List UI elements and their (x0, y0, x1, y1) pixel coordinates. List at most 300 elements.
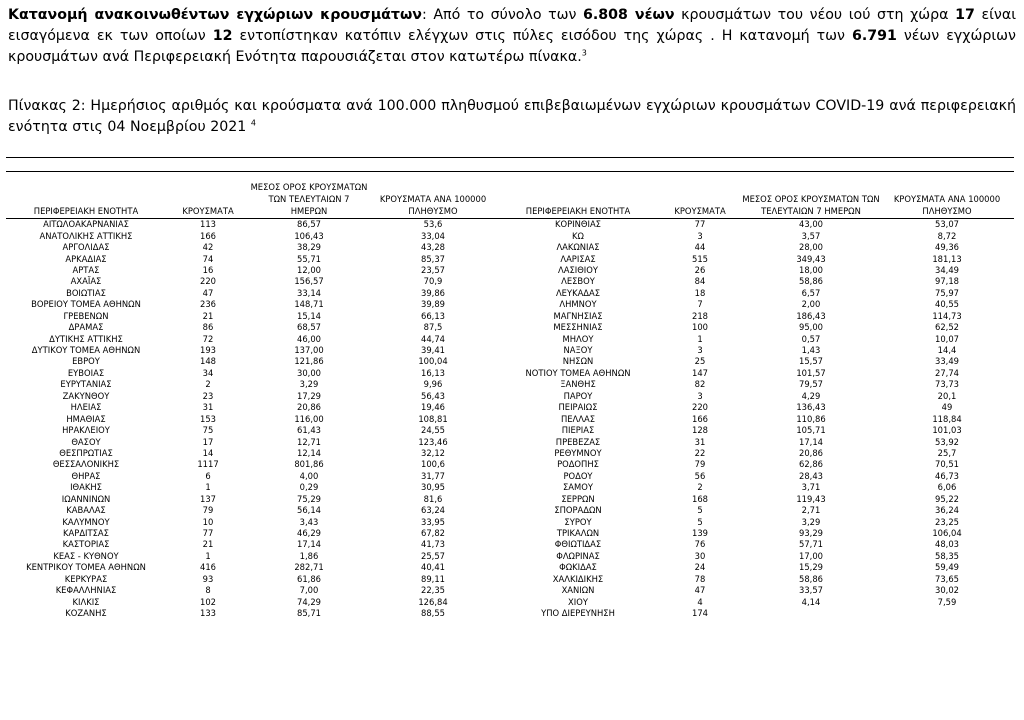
cell-per100k: 48,03 (935, 539, 959, 550)
table-row (6, 551, 1014, 562)
cell-avg7: 20,86 (297, 402, 321, 413)
cell-per100k: 24,55 (421, 425, 445, 436)
cell-cases: 148 (200, 356, 216, 367)
cell-per100k: 16,13 (421, 367, 445, 378)
cell-per100k: 100,6 (421, 459, 445, 470)
table-row (6, 299, 1014, 310)
table-row (6, 482, 1014, 493)
cell-cases: 1117 (197, 459, 219, 470)
cell-avg7: 61,43 (297, 425, 321, 436)
cell-cases: 93 (202, 573, 214, 584)
cell-cases: 47 (694, 585, 706, 596)
cell-cases: 6 (205, 470, 211, 481)
cell-avg7: 7,00 (299, 585, 319, 596)
cell-cases: 4 (697, 596, 703, 607)
cell-avg7: 30,00 (297, 367, 321, 378)
cell-region: ΛΑΡΙΣΑΣ (560, 253, 596, 264)
cell-region: ΑΧΑΪΑΣ (70, 276, 102, 287)
cell-per100k: 59,49 (935, 562, 959, 573)
cell-cases: 515 (692, 253, 708, 264)
cell-avg7: 3,29 (801, 516, 821, 527)
cell-avg7: 61,86 (297, 573, 321, 584)
cell-cases: 26 (694, 264, 706, 275)
table-row (6, 276, 1014, 287)
cell-per100k: 62,52 (935, 322, 959, 333)
cell-region: ΦΛΩΡΙΝΑΣ (556, 550, 600, 561)
table-row (6, 516, 1014, 527)
cell-avg7: 148,71 (294, 299, 324, 310)
cell-avg7: 74,29 (297, 596, 321, 607)
cell-avg7: 20,86 (799, 447, 823, 458)
cell-per100k: 100,04 (418, 356, 448, 367)
cell-region: ΘΕΣΠΡΩΤΙΑΣ (59, 447, 113, 458)
cell-per100k: 89,11 (421, 573, 445, 584)
cell-cases: 22 (694, 447, 706, 458)
cell-avg7: 119,43 (796, 493, 826, 504)
cell-region: ΦΩΚΙΔΑΣ (559, 562, 597, 573)
cell-avg7: 12,14 (297, 447, 321, 458)
cell-cases: 102 (200, 596, 216, 607)
cell-region: ΘΕΣΣΑΛΟΝΙΚΗΣ (52, 459, 120, 470)
cell-region: ΡΟΔΟΠΗΣ (557, 459, 599, 470)
cell-per100k: 70,51 (935, 459, 959, 470)
cell-avg7: 1,86 (299, 550, 319, 561)
cell-region: ΚΑΛΥΜΝΟΥ (62, 516, 110, 527)
cell-cases: 82 (694, 379, 706, 390)
cell-cases: 8 (205, 585, 211, 596)
cell-avg7: 136,43 (796, 402, 826, 413)
cell-avg7: 43,00 (799, 219, 823, 230)
cell-per100k: 41,73 (421, 539, 445, 550)
header-cases: ΚΡΟΥΣΜΑΤΑ (166, 174, 250, 219)
cell-cases: 3 (697, 390, 703, 401)
cell-avg7: 33,57 (799, 585, 823, 596)
cell-per100k: 53,92 (935, 436, 959, 447)
cell-region: ΥΠΟ ΔΙΕΡΕΥΝΗΣΗ (541, 608, 615, 619)
cell-region: ΖΑΚΥΝΘΟΥ (62, 390, 110, 401)
cell-avg7: 17,00 (799, 550, 823, 561)
cell-region: ΚΑΒΑΛΑΣ (66, 505, 106, 516)
cell-avg7: 85,71 (297, 608, 321, 619)
cell-region: ΘΑΣΟΥ (71, 436, 101, 447)
cell-avg7: 110,86 (796, 413, 826, 424)
cell-cases: 100 (692, 322, 708, 333)
cell-avg7: 93,29 (799, 528, 823, 539)
cell-cases: 193 (200, 345, 216, 356)
cell-cases: 72 (202, 333, 214, 344)
cell-avg7: 106,43 (294, 230, 324, 241)
cell-region: ΣΕΡΡΩΝ (561, 493, 595, 504)
table-row (6, 311, 1014, 322)
cell-per100k: 20,1 (937, 390, 957, 401)
cell-avg7: 46,00 (297, 333, 321, 344)
cell-region: ΗΜΑΘΙΑΣ (66, 413, 106, 424)
cell-per100k: 10,07 (935, 333, 959, 344)
cell-cases: 128 (692, 425, 708, 436)
cell-region: ΛΑΣΙΘΙΟΥ (558, 264, 598, 275)
cell-cases: 2 (697, 482, 703, 493)
cell-avg7: 3,57 (801, 230, 821, 241)
cell-avg7: 12,71 (297, 436, 321, 447)
cell-region: ΛΕΣΒΟΥ (561, 276, 595, 287)
cell-per100k: 85,37 (421, 253, 445, 264)
cell-avg7: 18,00 (799, 264, 823, 275)
cell-region: ΚΕΡΚΥΡΑΣ (64, 573, 108, 584)
cell-cases: 416 (200, 562, 216, 573)
table-row (6, 345, 1014, 356)
cell-avg7: 105,71 (796, 425, 826, 436)
cell-per100k: 36,24 (935, 505, 959, 516)
cell-cases: 147 (692, 367, 708, 378)
cell-per100k (880, 608, 1014, 619)
cell-cases: 44 (694, 242, 706, 253)
cell-region: ΣΥΡΟΥ (564, 516, 592, 527)
cell-region: ΜΕΣΣΗΝΙΑΣ (553, 322, 603, 333)
table-row (6, 333, 1014, 344)
cell-region: ΒΟΡΕΙΟΥ ΤΟΜΕΑ ΑΘΗΝΩΝ (31, 299, 141, 310)
intro-local-count: 6.791 (851, 28, 897, 44)
cell-cases: 139 (692, 528, 708, 539)
cell-per100k: 39,86 (421, 287, 445, 298)
cell-region: ΝΗΣΩΝ (562, 356, 594, 367)
header-region: ΠΕΡΙΦΕΡΕΙΑΚΗ ΕΝΟΤΗΤΑ (498, 174, 658, 219)
cell-region: ΞΑΝΘΗΣ (560, 379, 596, 390)
cell-region: ΡΕΘΥΜΝΟΥ (554, 447, 602, 458)
table-row (6, 322, 1014, 333)
cell-region: ΚΟΖΑΝΗΣ (65, 608, 107, 619)
cell-per100k: 73,65 (935, 573, 959, 584)
intro-text-5: νέων εγχώριων κρουσμάτων ανά Περιφερειακή Ενότητα παρουσιάζεται στον κατωτέρω πίνακα. (8, 28, 1016, 65)
cell-avg7: 186,43 (796, 310, 826, 321)
cell-region: ΚΕΦΑΛΛΗΝΙΑΣ (55, 585, 117, 596)
cell-region: ΚΕΑΣ - ΚΥΘΝΟΥ (53, 550, 119, 561)
cell-per100k: 49 (941, 402, 953, 413)
table-row (6, 391, 1014, 402)
table-row (6, 356, 1014, 367)
table-row (6, 448, 1014, 459)
intro-total-new: 6.808 νέων (583, 7, 675, 23)
cell-region: ΔΥΤΙΚΟΥ ΤΟΜΕΑ ΑΘΗΝΩΝ (31, 345, 141, 356)
cell-per100k: 33,49 (935, 356, 959, 367)
table-row (6, 596, 1014, 607)
table-row (6, 539, 1014, 550)
cell-cases: 75 (202, 425, 214, 436)
cell-avg7: 137,00 (294, 345, 324, 356)
cell-avg7: 68,57 (297, 322, 321, 333)
table-caption-text: Πίνακας 2: Ημερήσιος αριθμός και κρούσματα ανά 100.000 πληθυσμού επιβεβαιωμένων εγχώριων κρουσμάτων COVID-19 ανά περιφερειακή ενότητα στις 04 Νοεμβρίου 2021 (8, 98, 1016, 135)
cell-avg7: 28,00 (799, 242, 823, 253)
cell-avg7: 57,71 (799, 539, 823, 550)
cell-per100k: 66,13 (421, 310, 445, 321)
cell-avg7: 15,14 (297, 310, 321, 321)
cell-avg7: 33,14 (297, 287, 321, 298)
table-row (6, 368, 1014, 379)
intro-text-3: είναι εισαγόμενα εκ των οποίων (8, 7, 1017, 44)
cell-per100k: 30,02 (935, 585, 959, 596)
cell-per100k: 27,74 (935, 367, 959, 378)
table-row (6, 288, 1014, 299)
cell-per100k: 123,46 (418, 436, 448, 447)
cell-cases: 42 (202, 242, 214, 253)
cell-per100k: 25,7 (937, 447, 957, 458)
cell-cases: 30 (694, 550, 706, 561)
cell-region: ΑΙΤΩΛΟΑΚΑΡΝΑΝΙΑΣ (43, 219, 129, 230)
cell-region: ΠΕΛΛΑΣ (560, 413, 596, 424)
cell-avg7: 1,43 (801, 345, 821, 356)
cell-per100k: 39,41 (421, 345, 445, 356)
cell-region: ΝΟΤΙΟΥ ΤΟΜΕΑ ΑΘΗΝΩΝ (525, 367, 631, 378)
cell-cases: 1 (697, 333, 703, 344)
intro-text-2: κρουσμάτων του νέου ιού στη χώρα (674, 7, 956, 23)
cell-cases: 79 (694, 459, 706, 470)
table-row (6, 425, 1014, 436)
cell-cases: 47 (202, 287, 214, 298)
table-row (6, 230, 1014, 241)
cell-region: ΤΡΙΚΑΛΩΝ (556, 528, 600, 539)
cell-per100k: 25,57 (421, 550, 445, 561)
cell-region: ΠΑΡΟΥ (563, 390, 593, 401)
cell-cases: 218 (692, 310, 708, 321)
cell-region: ΔΡΑΜΑΣ (68, 322, 104, 333)
table-body (6, 219, 1014, 620)
table-row (6, 471, 1014, 482)
cell-avg7: 282,71 (294, 562, 324, 573)
cell-avg7: 56,14 (297, 505, 321, 516)
table-header-rule (6, 171, 1014, 172)
cell-cases: 86 (202, 322, 214, 333)
cell-region: ΑΝΑΤΟΛΙΚΗΣ ΑΤΤΙΚΗΣ (39, 230, 133, 241)
table-row (6, 608, 1014, 619)
table-row (6, 585, 1014, 596)
cell-per100k: 8,72 (937, 230, 957, 241)
cell-cases: 77 (694, 219, 706, 230)
cell-region: ΕΥΒΟΙΑΣ (67, 367, 105, 378)
cell-per100k: 23,25 (935, 516, 959, 527)
cell-region: ΧΑΝΙΩΝ (561, 585, 595, 596)
cell-region: ΗΡΑΚΛΕΙΟΥ (62, 425, 110, 436)
cell-per100k: 88,55 (421, 608, 445, 619)
cell-cases: 77 (202, 528, 214, 539)
intro-paragraph (8, 5, 1016, 68)
cell-per100k: 7,59 (937, 596, 957, 607)
cell-per100k: 34,49 (935, 264, 959, 275)
cell-cases: 1 (205, 550, 211, 561)
cell-avg7: 4,14 (801, 596, 821, 607)
cell-avg7: 17,29 (297, 390, 321, 401)
cell-avg7: 46,29 (297, 528, 321, 539)
cell-avg7: 75,29 (297, 493, 321, 504)
cell-cases: 17 (202, 436, 214, 447)
cell-region: ΠΡΕΒΕΖΑΣ (555, 436, 601, 447)
cell-cases: 21 (202, 539, 214, 550)
header-cases: ΚΡΟΥΣΜΑΤΑ (658, 174, 742, 219)
table-header-row (6, 174, 1014, 219)
cell-region: ΚΕΝΤΡΙΚΟΥ ΤΟΜΕΑ ΑΘΗΝΩΝ (26, 562, 146, 573)
cell-avg7: 6,57 (801, 287, 821, 298)
table-caption (8, 96, 1016, 138)
intro-imported-count: 17 (955, 7, 975, 23)
cell-avg7: 116,00 (294, 413, 324, 424)
cell-per100k: 31,77 (421, 470, 445, 481)
cell-cases: 74 (202, 253, 214, 264)
cell-cases: 168 (692, 493, 708, 504)
table-row (6, 574, 1014, 585)
cell-per100k: 22,35 (421, 585, 445, 596)
cell-cases: 10 (202, 516, 214, 527)
cell-per100k: 33,95 (421, 516, 445, 527)
cell-region: ΘΗΡΑΣ (71, 470, 101, 481)
cell-region: ΝΑΞΟΥ (563, 345, 593, 356)
cell-per100k: 81,6 (423, 493, 443, 504)
cell-per100k: 14,4 (937, 345, 957, 356)
cell-cases: 34 (202, 367, 214, 378)
cell-cases: 5 (697, 505, 703, 516)
cell-avg7 (742, 608, 880, 619)
cell-avg7: 121,86 (294, 356, 324, 367)
cell-region: ΚΟΡΙΝΘΙΑΣ (555, 219, 601, 230)
cell-per100k: 181,13 (932, 253, 962, 264)
cell-cases: 166 (200, 230, 216, 241)
cell-region: ΛΑΚΩΝΙΑΣ (556, 242, 600, 253)
table-row (6, 413, 1014, 424)
cell-cases: 113 (200, 219, 216, 230)
cell-region: ΓΡΕΒΕΝΩΝ (63, 310, 109, 321)
cell-region: ΠΙΕΡΙΑΣ (561, 425, 595, 436)
header-per100k: ΚΡΟΥΣΜΑΤΑ ΑΝΑ 100000 ΠΛΗΘΥΣΜΟ (880, 174, 1014, 219)
cell-avg7: 3,29 (299, 379, 319, 390)
cell-per100k: 70,9 (423, 276, 443, 287)
cell-per100k: 23,57 (421, 264, 445, 275)
cell-per100k: 101,03 (932, 425, 962, 436)
cell-per100k: 58,35 (935, 550, 959, 561)
cell-region: ΧΙΟΥ (568, 596, 588, 607)
cell-cases: 236 (200, 299, 216, 310)
cell-cases: 18 (694, 287, 706, 298)
cell-avg7: 15,57 (799, 356, 823, 367)
cell-per100k: 126,84 (418, 596, 448, 607)
table-row (6, 562, 1014, 573)
cell-per100k: 9,96 (423, 379, 443, 390)
cell-avg7: 156,57 (294, 276, 324, 287)
cell-per100k: 106,04 (932, 528, 962, 539)
cell-cases: 133 (200, 608, 216, 619)
cell-per100k: 44,74 (421, 333, 445, 344)
cell-avg7: 17,14 (297, 539, 321, 550)
cell-per100k: 56,43 (421, 390, 445, 401)
cell-cases: 84 (694, 276, 706, 287)
cell-avg7: 3,71 (801, 482, 821, 493)
cell-region: ΗΛΕΙΑΣ (70, 402, 102, 413)
cell-avg7: 95,00 (799, 322, 823, 333)
cell-region: ΣΠΟΡΑΔΩΝ (554, 505, 602, 516)
cell-region: ΛΕΥΚΑΔΑΣ (555, 287, 601, 298)
cell-cases: 5 (697, 516, 703, 527)
cell-avg7: 17,14 (799, 436, 823, 447)
cell-per100k: 32,12 (421, 447, 445, 458)
cell-per100k: 118,84 (932, 413, 962, 424)
header-avg7: ΜΕΣΟΣ ΟΡΟΣ ΚΡΟΥΣΜΑΤΩΝ ΤΩΝ ΤΕΛΕΥΤΑΙΩΝ 7 ΗΜΕΡΩΝ (250, 174, 368, 219)
cell-per100k: 95,22 (935, 493, 959, 504)
cell-cases: 220 (692, 402, 708, 413)
cell-region: ΚΙΛΚΙΣ (72, 596, 100, 607)
cell-per100k: 53,6 (423, 219, 443, 230)
table-row (6, 505, 1014, 516)
intro-title: Κατανομή ανακοινωθέντων εγχώριων κρουσμάτων (8, 7, 422, 23)
header-avg7: ΜΕΣΟΣ ΟΡΟΣ ΚΡΟΥΣΜΑΤΩΝ ΤΩΝ ΤΕΛΕΥΤΑΙΩΝ 7 ΗΜΕΡΩΝ (742, 174, 880, 219)
table-row (6, 459, 1014, 470)
cell-avg7: 0,57 (801, 333, 821, 344)
header-region: ΠΕΡΙΦΕΡΕΙΑΚΗ ΕΝΟΤΗΤΑ (6, 174, 166, 219)
cell-region: ΣΑΜΟΥ (563, 482, 593, 493)
cell-cases: 153 (200, 413, 216, 424)
cell-cases: 7 (697, 299, 703, 310)
cell-avg7: 2,71 (801, 505, 821, 516)
cell-per100k: 33,04 (421, 230, 445, 241)
cell-cases: 137 (200, 493, 216, 504)
cell-avg7: 101,57 (796, 367, 826, 378)
intro-text-4: εντοπίστηκαν κατόπιν ελέγχων στις πύλες εισόδου της χώρας . Η κατανομή των (232, 28, 852, 44)
cell-per100k: 19,46 (421, 402, 445, 413)
cell-cases: 56 (694, 470, 706, 481)
table-row (6, 242, 1014, 253)
cell-cases: 31 (694, 436, 706, 447)
cell-region: ΙΩΑΝΝΙΝΩΝ (61, 493, 111, 504)
cell-region: ΙΘΑΚΗΣ (70, 482, 102, 493)
cell-region: ΕΒΡΟΥ (72, 356, 100, 367)
cell-cases: 14 (202, 447, 214, 458)
cell-region: ΚΩ (572, 230, 584, 241)
cell-region: ΑΡΤΑΣ (72, 264, 100, 275)
cases-table (6, 174, 1014, 619)
cell-per100k: 108,81 (418, 413, 448, 424)
cell-cases: 3 (697, 345, 703, 356)
cell-region: ΠΕΙΡΑΙΩΣ (558, 402, 598, 413)
table-row (6, 402, 1014, 413)
caption-footnote-ref: 4 (250, 118, 256, 128)
cell-avg7: 3,43 (299, 516, 319, 527)
cell-cases: 76 (694, 539, 706, 550)
cell-per100k: 40,55 (935, 299, 959, 310)
cell-avg7: 15,29 (799, 562, 823, 573)
cell-cases: 166 (692, 413, 708, 424)
cell-per100k: 46,73 (935, 470, 959, 481)
table-row (6, 253, 1014, 264)
cell-cases: 1 (205, 482, 211, 493)
table-row (6, 265, 1014, 276)
table-row (6, 219, 1014, 231)
cell-region: ΒΟΙΩΤΙΑΣ (66, 287, 106, 298)
intro-text-1: : Από το σύνολο των (421, 7, 584, 23)
cell-avg7: 79,57 (799, 379, 823, 390)
cell-region: ΔΥΤΙΚΗΣ ΑΤΤΙΚΗΣ (49, 333, 123, 344)
cell-region: ΧΑΛΚΙΔΙΚΗΣ (552, 573, 604, 584)
cell-per100k: 73,73 (935, 379, 959, 390)
cell-cases: 31 (202, 402, 214, 413)
cell-per100k: 43,28 (421, 242, 445, 253)
cell-region: ΚΑΡΔΙΤΣΑΣ (63, 528, 109, 539)
cell-cases: 220 (200, 276, 216, 287)
table-row (6, 379, 1014, 390)
cell-avg7: 349,43 (796, 253, 826, 264)
cell-avg7: 58,86 (799, 573, 823, 584)
cell-avg7: 801,86 (294, 459, 324, 470)
cell-avg7: 0,29 (299, 482, 319, 493)
cell-avg7: 55,71 (297, 253, 321, 264)
cell-cases: 2 (205, 379, 211, 390)
cell-region: ΑΡΚΑΔΙΑΣ (65, 253, 107, 264)
cell-region: ΜΗΛΟΥ (562, 333, 594, 344)
cell-avg7: 62,86 (799, 459, 823, 470)
